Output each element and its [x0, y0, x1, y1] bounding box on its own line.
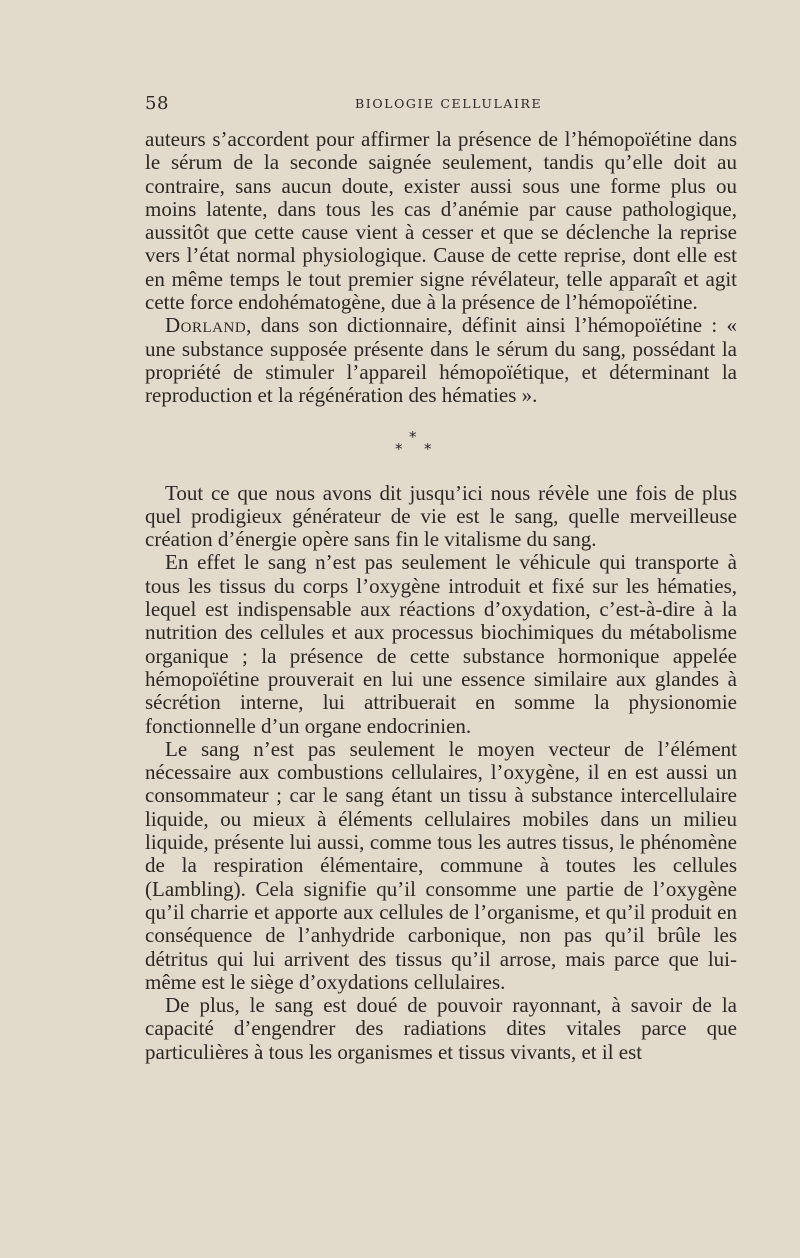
running-title: BIOLOGIE CELLULAIRE	[355, 96, 543, 111]
dorland-intro-text: , dans son dictionnaire, définit ainsi l’hémopoïétine :	[246, 313, 718, 338]
section-break-asterism	[145, 408, 737, 482]
paragraph-pouvoir-rayonnant: De plus, le sang est doué de pouvoir rayonnant, à savoir de la capacité d’engendrer des radiations dites vitales parce que particulières à tous les organismes et tissus vivants, et il est	[145, 993, 737, 1064]
paragraph-dorland-definition	[145, 314, 737, 407]
page-number: 58	[145, 93, 169, 114]
dorland-quote: « une substance supposée présente dans le sérum du sang, possédant la propriété de stimuler l’appareil hémopoïétique, et déterminant la reproduction et la régénération des hématies ».	[145, 313, 738, 408]
asterism-star-left: *	[395, 439, 403, 458]
paragraph-hemopoietine-serum: auteurs s’accordent pour affirmer la présence de l’hémopoïétine dans le sérum de la seconde saignée seulement, tandis qu’elle doit au contraire, sans aucun doute, exister aussi sous une forme plus ou moins latente, dans tous les cas d’anémie par cause pathologique, aussitôt que cette cause vient à cesser et que se déclenche la reprise vers l’état normal physiologique. Cause de cette reprise, dont elle est en même temps le tout premier signe révélateur, telle apparaît et agit cette force endohématogène, due à la présence de l’hémopoïétine.	[145, 127, 737, 315]
asterism-star-top: *	[409, 427, 417, 446]
paragraph-generateur-de-vie: Tout ce que nous avons dit jusqu’ici nous révèle une fois de plus quel prodigieux générateur de vie est le sang, quelle merveilleuse création d’énergie opère sans fin le vitalisme du sang.	[145, 480, 737, 552]
page-header	[145, 93, 737, 115]
body-text	[145, 128, 737, 1064]
paragraph-consommateur-oxygene: Le sang n’est pas seulement le moyen vecteur de l’élément nécessaire aux combustions cellulaires, l’oxygène, il en est aussi un consommateur ; car le sang étant un tissu à substance intercellulaire liquide, ou mieux à éléments cellulaires mobiles dans un milieu liquide, présente lui aussi, comme tous les autres tissus, le phénomène de la respiration élémentaire, commune à toutes les cellules (Lambling). Cela signifie qu’il consomme une partie de l’oxygène qu’il charrie et apporte aux cellules de l’organisme, et qu’il produit en conséquence de l’anhydride carbonique, non pas qu’il brûle les détritus qui lui arrivent des tissus qu’il arrose, mais parce que lui-même est le siège d’oxydations cellulaires.	[145, 736, 737, 994]
paragraph-vehicule-oxygene: En effet le sang n’est pas seulement le véhicule qui transporte à tous les tissus du corps l’oxygène introduit et fixé sur les hématies, lequel est indispensable aux réactions d’oxydation, c’est-à-dire à la nutrition des cellules et aux processus biochimiques du métabolisme organique ; la présence de cette substance hormonique appelée hémopoïétine prouverait en lui une essence similaire aux glandes à sécrétion interne, lui attribuerait en somme la physionomie fonctionnelle d’un organe endocrinien.	[145, 550, 737, 738]
author-name-dorland: Dorland	[165, 313, 247, 338]
asterism-star-right: *	[424, 439, 432, 458]
